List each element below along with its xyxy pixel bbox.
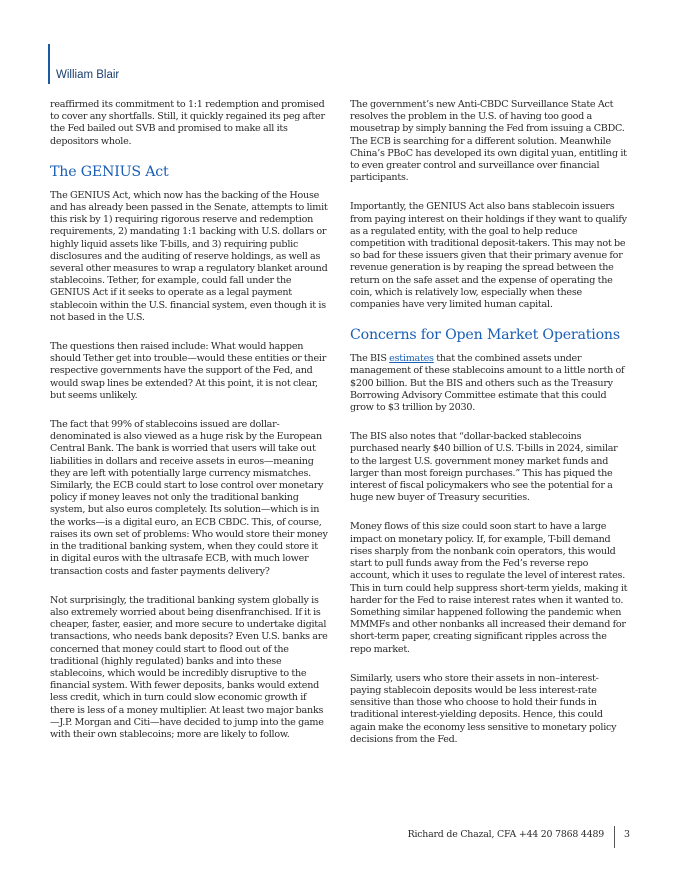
left-paragraph-3: The questions then raised include: What would happen should Tether get into trouble—would these entities or their respective governments have the support of the Fed, and would swap lines be extended? At this point, it is not clear, but seems unlikely. (50, 341, 327, 401)
right-paragraph-5: Money flows of this size could soon start to have a large impact on monetary policy. If, for example, T-bill demand rises sharply from the nonbank coin operators, this would start to pull funds away from the Fed’s reverse repo account, which it uses to regulate the level of interest rates. This in turn could help suppress short-term yields, making it harder for the Fed to raise interest rates when it wanted to. Something similar happened following the pandemic when MMMFs and other nonbanks all increased their demand for short-term paper, creating significant ripples across the repo market. (350, 521, 628, 655)
right-paragraph-6: Similarly, users who store their assets in non–interest-paying stablecoin deposits would be less interest-rate sensitive than those who choose to hold their funds in traditional interest-yielding deposits. Hence, this could again make the economy less sensitive to monetary policy decisions from the Fed. (350, 672, 617, 745)
right-paragraph-3 (350, 353, 628, 414)
brand-accent-bar (48, 44, 50, 84)
right-paragraph-2: Importantly, the GENIUS Act also bans stablecoin issuers from paying interest on their holdings if they want to qualify as a regulated entity, with the goal to help reduce competition with traditional deposit-takers. This may not be so bad for these issuers given that their primary avenue for revenue generation is by reaping the spread between the return on the safe asset and the expense of operating the coin, which is relatively low, especially when these companies have very limited human capital. (350, 201, 627, 311)
left-paragraph-4: The fact that 99% of stablecoins issued are dollar-denominated is also viewed as a huge risk by the European Central Bank. The bank is worried that users will take out liabilities in dollars and receive assets in euros—meaning they are left with potentially large currency mismatches. Similarly, the ECB could start to lose control over monetary policy if money leaves not only the traditional banking system, but also euros completely. Its solution—which is in the works—is a digital euro, an ECB CBDC. This, of course, raises its own set of problems: Who would store their money in the traditional banking system, when they could store it in digital euros with the ultrasafe ECB, with much lower transaction costs and faster payments delivery? (50, 419, 328, 577)
left-paragraph-2: The GENIUS Act, which now has the backing of the House and has already been passed in the Senate, attempts to limit this risk by 1) requiring rigorous reserve and redemption requirements, 2) mandating 1:1 backing with U.S. dollars or highly liquid assets like T-bills, and 3) requiring public disclosures and the auditing of reserve holdings, as well as several other measures to wrap a regulatory blanket around stablecoins. Tether, for example, could fall under the GENIUS Act if it seeks to operate as a legal payment stablecoin within the U.S. financial system, even though it is not based in the U.S. (50, 189, 328, 323)
p3-suffix: that the combined assets under management of these stablecoins amount to a little north of $200 billion. But the BIS and others such as the Treasury Borrowing Advisory Committee estimate that this could grow to $3 trillion by 2030. (350, 353, 625, 414)
left-column (50, 99, 328, 758)
brand-name: William Blair (56, 69, 120, 81)
p3-prefix: The BIS (350, 353, 390, 365)
right-paragraph-4: The BIS also notes that “dollar-backed stablecoins purchased nearly $40 billion of U.S. T-bills in 2024, similar to the largest U.S. government money market funds and larger than most foreign purchases.” This has piqued the interest of fiscal policymakers who see the potential for a huge new buyer of Treasury securities. (350, 431, 618, 504)
page-number: 3 (624, 829, 630, 840)
footer-author-contact: Richard de Chazal, CFA +44 20 7868 4489 (407, 829, 604, 840)
left-paragraph-5: Not surprisingly, the traditional banking system globally is also extremely worried about being disenfranchised. If it is cheaper, faster, easier, and more secure to undertake digital transactions, who needs bank deposits? Even U.S. banks are concerned that money could start to flood out of the traditional (highly regulated) banks and into these stablecoins, which would be incredibly disruptive to the financial system. With fewer deposits, banks would extend less credit, which in turn could slow economic growth if there is less of a money multiplier. At least two major banks—J.P. Morgan and Citi—have decided to jump into the game with their own stablecoins; more are likely to follow. (50, 594, 328, 740)
section-heading-open-market-operations: Concerns for Open Market Operations (350, 327, 620, 344)
section-heading-genius-act: The GENIUS Act (50, 163, 169, 180)
right-paragraph-1: The government’s new Anti-CBDC Surveillance State Act resolves the problem in the U.S. of having too good a mousetrap by simply banning the Fed from issuing a CBDC. The ECB is searching for a different solution. Meanwhile China’s PBoC has developed its own digital yuan, entitling it to even greater control and surveillance over financial participants. (350, 99, 627, 184)
estimates-link[interactable]: estimates (389, 353, 434, 365)
left-paragraph-1: reaffirmed its commitment to 1:1 redemption and promised to cover any shortfalls. Still, it quickly regained its peg after the Fed bailed out SVB and promised to make all its depositors whole. (50, 99, 325, 147)
right-column (350, 99, 628, 763)
footer-divider (614, 826, 615, 848)
